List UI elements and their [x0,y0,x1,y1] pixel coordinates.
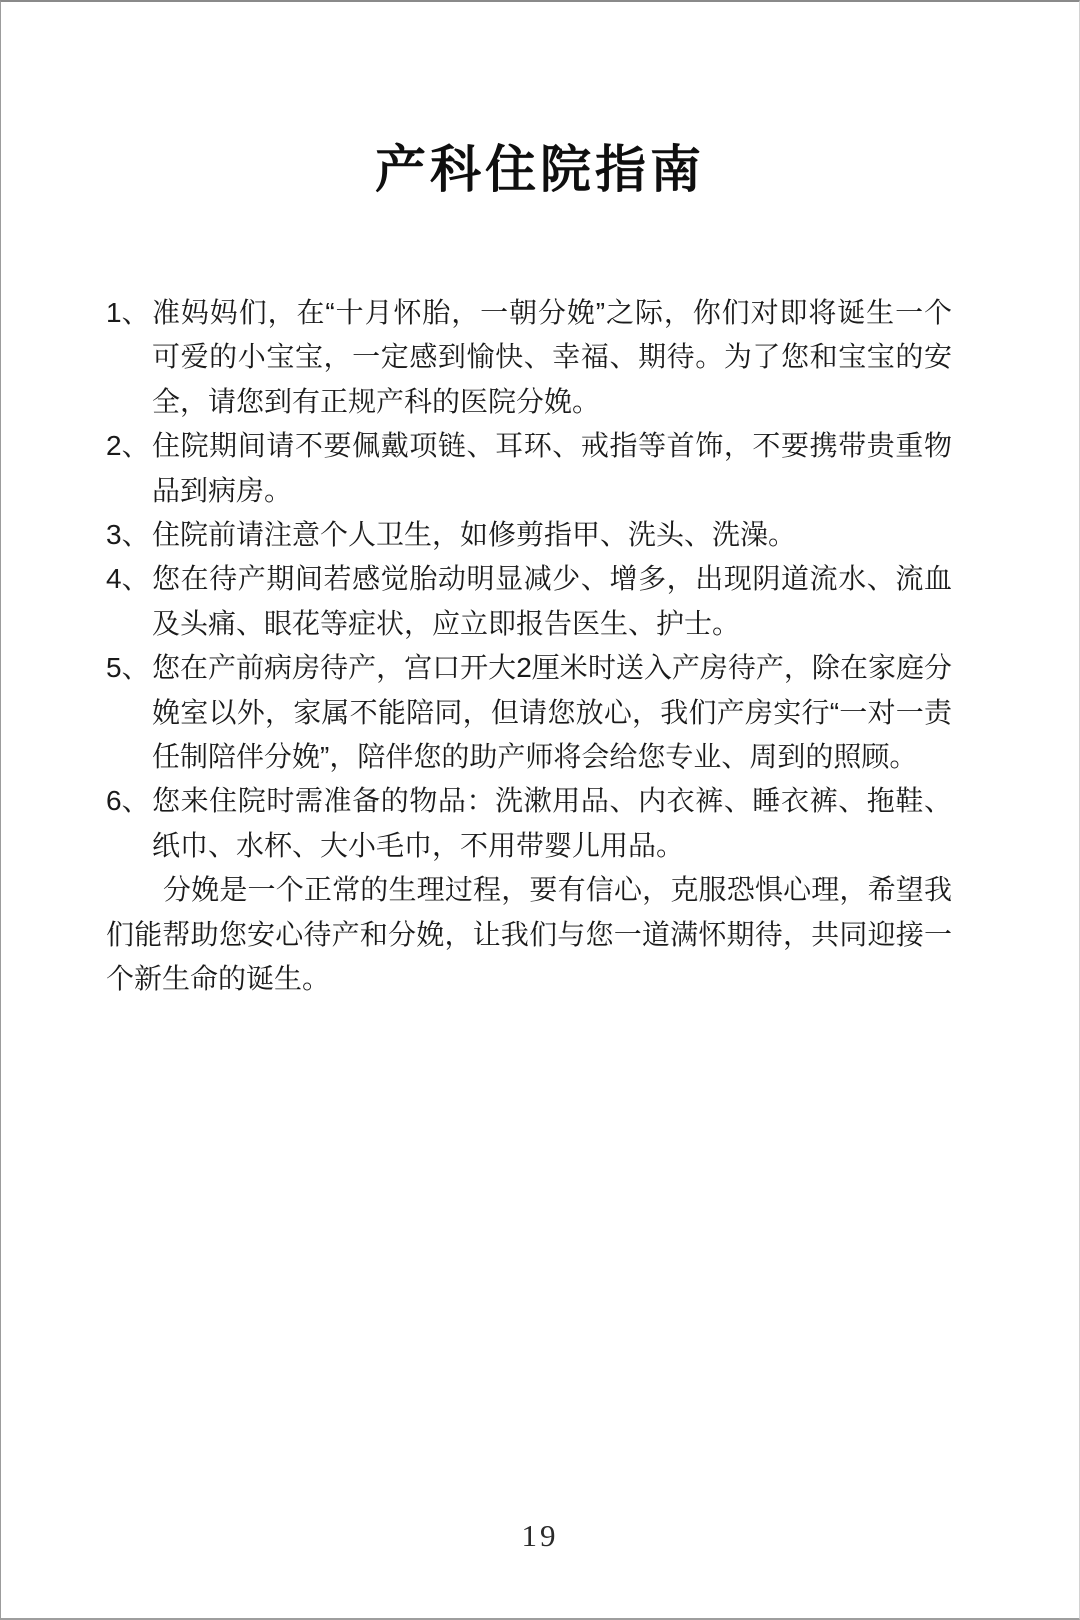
list-item [106,779,952,868]
list-item [106,291,952,424]
item-text: 您在待产期间若感觉胎动明显减少、增多，出现阴道流水、流血及头痛、眼花等症状，应立即报告医生、护士。 [152,563,952,639]
list-item [106,646,952,779]
item-number: 3、 [106,519,150,551]
item-text: 您来住院时需准备的物品：洗漱用品、内衣裤、睡衣裤、拖鞋、纸巾、水杯、大小毛巾，不用带婴儿用品。 [152,785,952,861]
list-item [106,557,952,646]
guide-content [106,291,952,1002]
item-text: 住院前请注意个人卫生，如修剪指甲、洗头、洗澡。 [152,519,797,551]
item-text: 您在产前病房待产，宫口开大2厘米时送入产房待产，除在家庭分娩室以外，家属不能陪同，但请您放心，我们产房实行“一对一责任制陪伴分娩”，陪伴您的助产师将会给您专业、周到的照顾。 [152,652,952,773]
item-number: 5、 [106,652,150,684]
item-text: 准妈妈们，在“十月怀胎，一朝分娩”之际，你们对即将诞生一个可爱的小宝宝，一定感到愉快、幸福、期待。为了您和宝宝的安全，请您到有正规产科的医院分娩。 [152,297,952,417]
list-item [106,513,952,557]
closing-paragraph: 分娩是一个正常的生理过程，要有信心，克服恐惧心理，希望我们能帮助您安心待产和分娩，让我们与您一道满怀期待，共同迎接一个新生命的诞生。 [106,874,952,995]
list-item [106,424,952,513]
item-number: 4、 [106,563,150,595]
item-text: 住院期间请不要佩戴项链、耳环、戒指等首饰，不要携带贵重物品到病房。 [152,430,952,506]
item-number: 6、 [106,785,150,817]
page-title: 产科住院指南 [374,141,705,198]
item-number: 1、 [106,297,150,328]
page-number: 19 [521,1518,559,1553]
item-number: 2、 [106,430,150,462]
